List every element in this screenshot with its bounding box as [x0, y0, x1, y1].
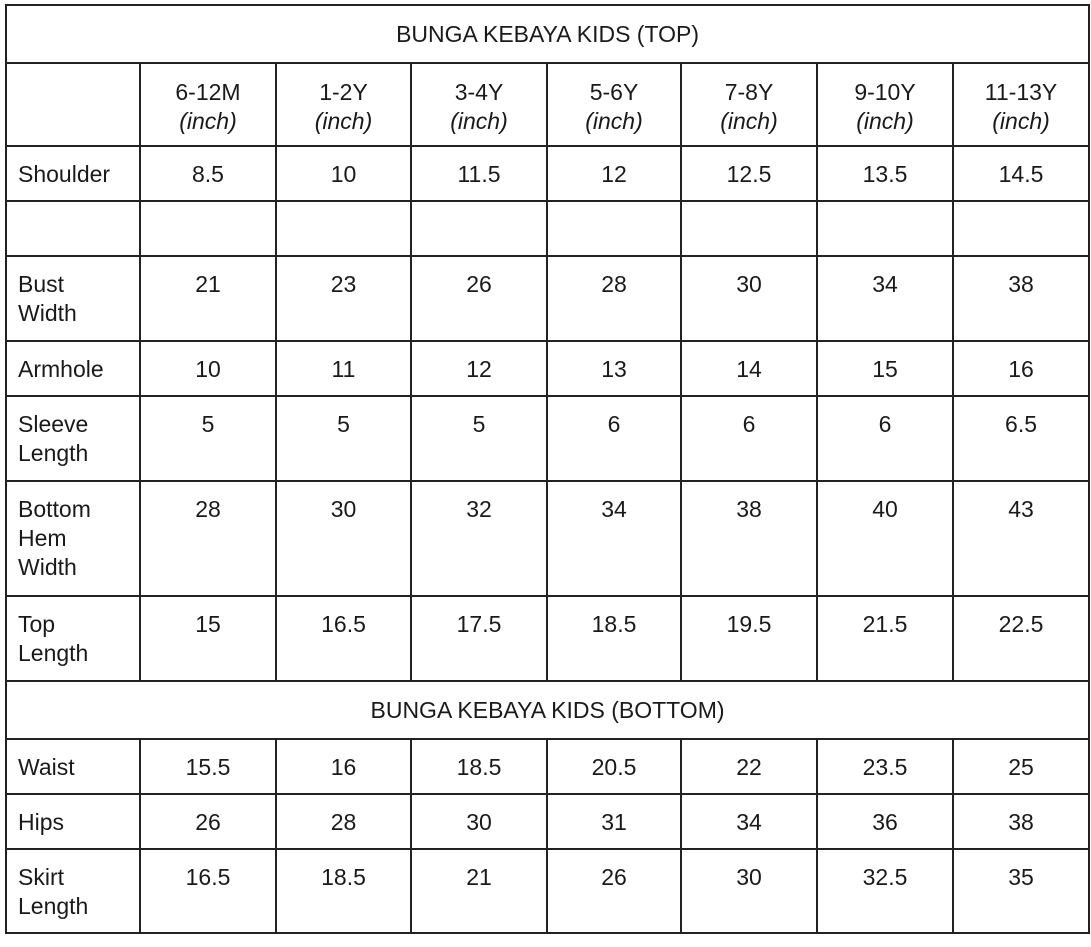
header-corner-cell: [6, 63, 140, 146]
measurement-value: 8.5: [140, 146, 276, 201]
measurement-value: 10: [276, 146, 411, 201]
measurement-value: 19.5: [681, 596, 817, 681]
measurement-value: 12: [547, 146, 681, 201]
measurement-value: 5: [276, 396, 411, 481]
measurement-value: [276, 201, 411, 256]
measurement-value: [681, 201, 817, 256]
measurement-value: 35: [953, 849, 1089, 933]
measurement-row: [6, 256, 1089, 341]
measurement-label-cell: [6, 396, 140, 481]
size-header-cell: [411, 63, 547, 146]
measurement-value: 23: [276, 256, 411, 341]
measurement-value: 43: [953, 481, 1089, 596]
size-chart-table: [5, 4, 1090, 934]
measurement-value: 40: [817, 481, 953, 596]
measurement-value: [140, 201, 276, 256]
measurement-row: [6, 739, 1089, 794]
measurement-value: 18.5: [276, 849, 411, 933]
measurement-label-cell: [6, 596, 140, 681]
measurement-value: 38: [953, 794, 1089, 849]
measurement-value: 20.5: [547, 739, 681, 794]
measurement-label: Top: [18, 611, 56, 637]
measurement-label-cell: [6, 849, 140, 933]
measurement-value: 31: [547, 794, 681, 849]
measurement-label: Length: [18, 640, 89, 666]
measurement-value: 18.5: [547, 596, 681, 681]
size-header-cell: [276, 63, 411, 146]
measurement-label: Skirt: [18, 864, 64, 890]
measurement-label-cell: [6, 341, 140, 396]
measurement-value: 28: [276, 794, 411, 849]
size-header-cell: [547, 63, 681, 146]
measurement-label: Width: [18, 300, 77, 326]
measurement-value: 10: [140, 341, 276, 396]
measurement-value: 14: [681, 341, 817, 396]
unit-label: (inch): [585, 108, 643, 134]
unit-label: (inch): [450, 108, 508, 134]
measurement-value: 38: [953, 256, 1089, 341]
measurement-value: 16.5: [140, 849, 276, 933]
measurement-value: 34: [681, 794, 817, 849]
measurement-value: 22.5: [953, 596, 1089, 681]
measurement-value: 14.5: [953, 146, 1089, 201]
measurement-value: 21.5: [817, 596, 953, 681]
measurement-row: [6, 396, 1089, 481]
measurement-row: [6, 146, 1089, 201]
measurement-value: [547, 201, 681, 256]
measurement-value: 12: [411, 341, 547, 396]
measurement-label: Width: [18, 554, 77, 580]
measurement-row: [6, 794, 1089, 849]
measurement-value: 32.5: [817, 849, 953, 933]
measurement-row: [6, 341, 1089, 396]
unit-label: (inch): [314, 108, 373, 134]
size-header-cell: [817, 63, 953, 146]
unit-label: (inch): [720, 108, 778, 134]
measurement-value: 5: [411, 396, 547, 481]
measurement-label: Waist: [18, 754, 75, 780]
measurement-value: 15: [140, 596, 276, 681]
bottom-title-row: [6, 681, 1089, 739]
measurement-value: 11: [276, 341, 411, 396]
measurement-label: Length: [18, 440, 89, 466]
measurement-label-cell: [6, 794, 140, 849]
measurement-value: 34: [547, 481, 681, 596]
measurement-value: 16.5: [276, 596, 411, 681]
top-section-title: BUNGA KEBAYA KIDS (TOP): [6, 5, 1089, 63]
measurement-label: Bust: [18, 271, 65, 297]
measurement-value: 21: [411, 849, 547, 933]
measurement-label: Length: [18, 893, 89, 919]
size-label: 1-2Y: [319, 79, 368, 105]
size-header-row: [6, 63, 1089, 146]
unit-label: (inch): [179, 108, 237, 134]
measurement-label: Armhole: [18, 356, 104, 382]
measurement-value: 12.5: [681, 146, 817, 201]
measurement-value: 30: [681, 256, 817, 341]
measurement-value: 34: [817, 256, 953, 341]
measurement-value: 17.5: [411, 596, 547, 681]
measurement-value: 6: [817, 396, 953, 481]
measurement-label-cell: [6, 146, 140, 201]
measurement-label: Shoulder: [18, 161, 111, 187]
bottom-section-title: BUNGA KEBAYA KIDS (BOTTOM): [6, 681, 1089, 739]
size-label: 11-13Y: [984, 79, 1058, 105]
measurement-value: 26: [140, 794, 276, 849]
measurement-row: [6, 481, 1089, 596]
size-chart-body: [6, 5, 1089, 933]
measurement-label: Bottom: [18, 496, 91, 522]
measurement-value: 26: [411, 256, 547, 341]
measurement-label-cell: [6, 201, 140, 256]
measurement-value: 28: [547, 256, 681, 341]
measurement-value: 25: [953, 739, 1089, 794]
measurement-row: [6, 596, 1089, 681]
unit-label: (inch): [992, 108, 1050, 134]
measurement-value: 6.5: [953, 396, 1089, 481]
measurement-value: 15.5: [140, 739, 276, 794]
measurement-value: [411, 201, 547, 256]
size-label: 3-4Y: [454, 79, 504, 105]
measurement-value: [817, 201, 953, 256]
measurement-value: [953, 201, 1089, 256]
measurement-value: 21: [140, 256, 276, 341]
size-label: 5-6Y: [589, 79, 639, 105]
size-label: 9-10Y: [854, 79, 916, 105]
size-header-cell: [953, 63, 1089, 146]
measurement-value: 6: [547, 396, 681, 481]
measurement-value: 13: [547, 341, 681, 396]
measurement-value: 30: [411, 794, 547, 849]
size-label: 6-12M: [175, 79, 241, 105]
size-label: 7-8Y: [724, 79, 774, 105]
measurement-value: 6: [681, 396, 817, 481]
measurement-value: 30: [276, 481, 411, 596]
measurement-value: 5: [140, 396, 276, 481]
measurement-label-cell: [6, 256, 140, 341]
measurement-value: 16: [276, 739, 411, 794]
measurement-label: Sleeve: [18, 411, 89, 437]
measurement-value: 32: [411, 481, 547, 596]
measurement-value: 22: [681, 739, 817, 794]
measurement-value: 16: [953, 341, 1089, 396]
measurement-value: 26: [547, 849, 681, 933]
size-header-cell: [681, 63, 817, 146]
measurement-value: 13.5: [817, 146, 953, 201]
measurement-value: 18.5: [411, 739, 547, 794]
measurement-value: 36: [817, 794, 953, 849]
measurement-label: Hips: [18, 809, 65, 835]
unit-label: (inch): [856, 108, 914, 134]
measurement-value: 23.5: [817, 739, 953, 794]
top-title-row: [6, 5, 1089, 63]
measurement-value: 30: [681, 849, 817, 933]
measurement-label-cell: [6, 481, 140, 596]
size-header-cell: [140, 63, 276, 146]
measurement-label-cell: [6, 739, 140, 794]
measurement-row: [6, 201, 1089, 256]
measurement-value: 28: [140, 481, 276, 596]
measurement-row: [6, 849, 1089, 933]
measurement-label: Hem: [18, 525, 67, 551]
measurement-value: 38: [681, 481, 817, 596]
measurement-value: 11.5: [411, 146, 547, 201]
measurement-value: 15: [817, 341, 953, 396]
